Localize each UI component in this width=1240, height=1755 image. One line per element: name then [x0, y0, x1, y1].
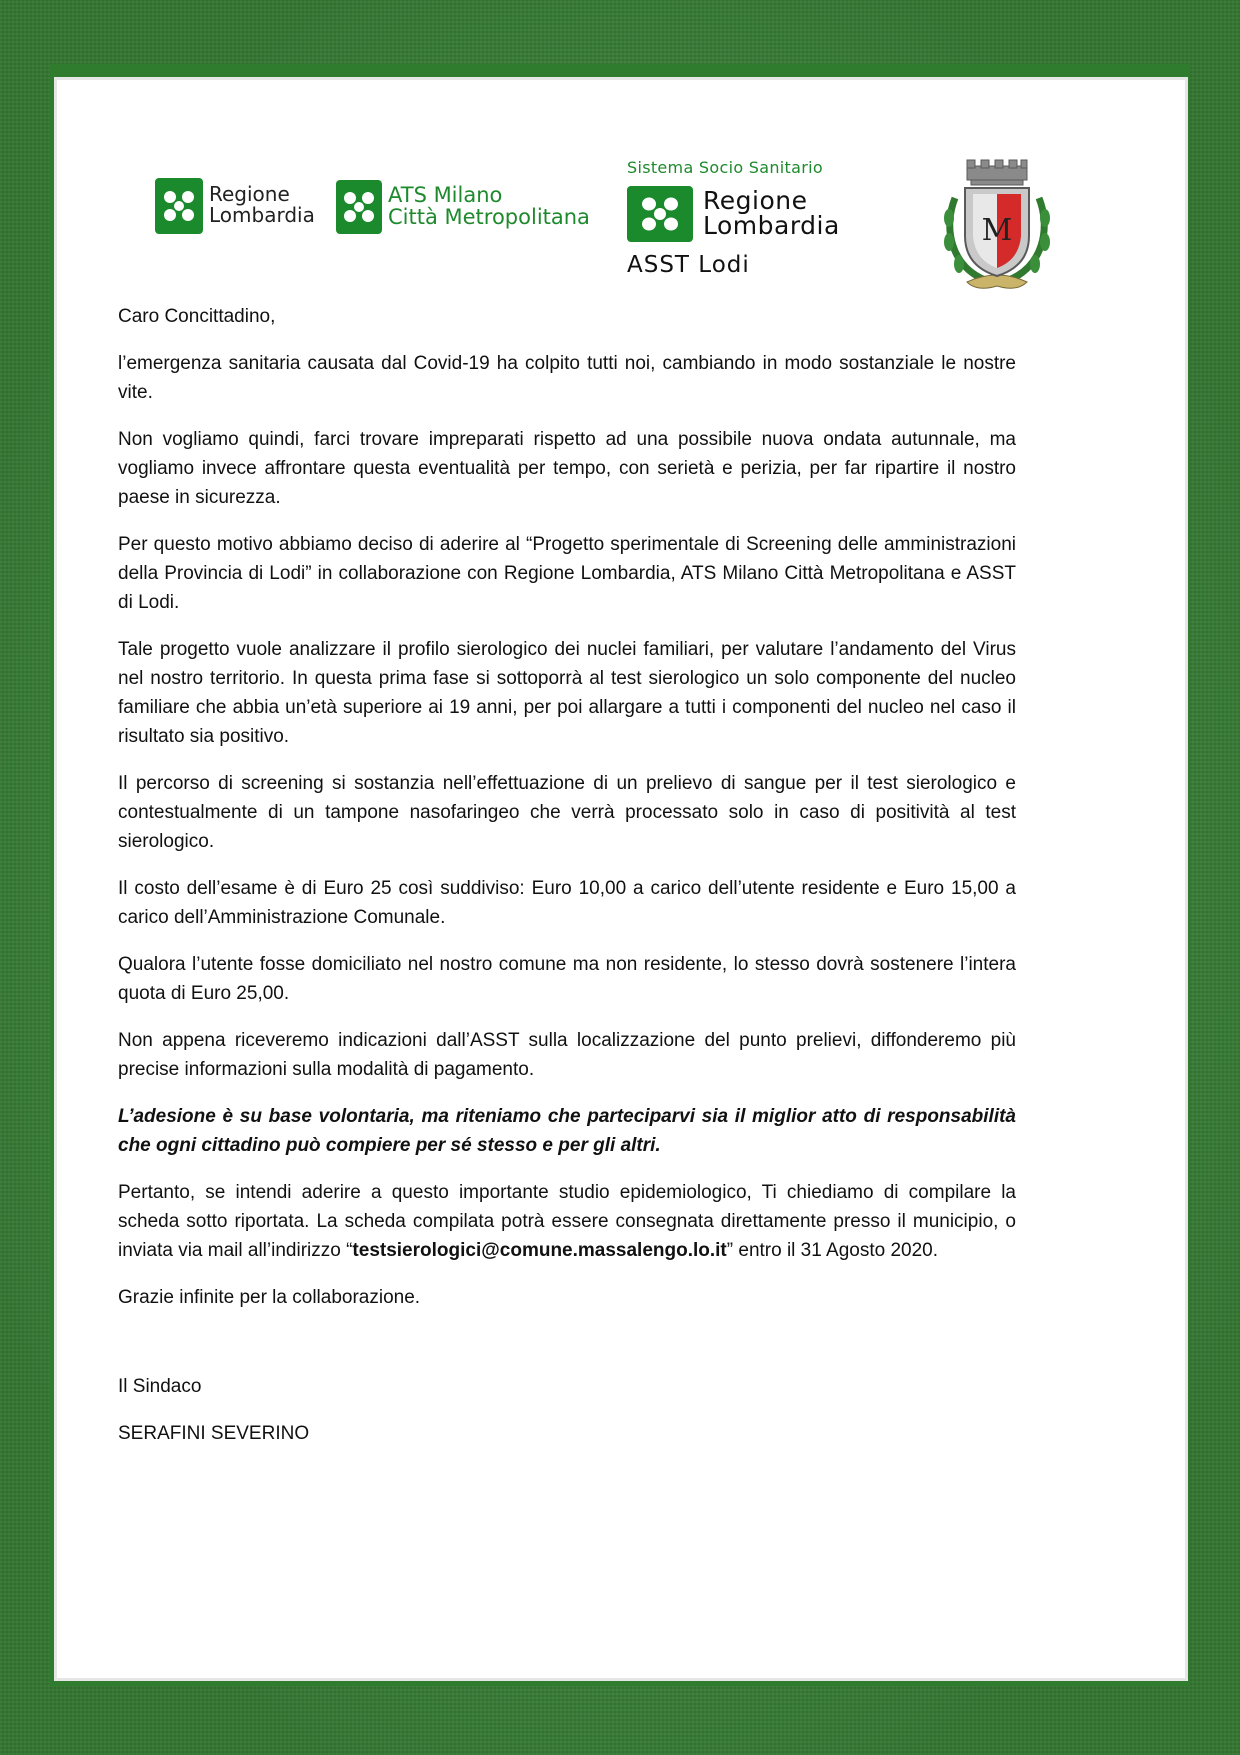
ats-line1: ATS Milano [388, 183, 503, 207]
paragraph-8: Non appena riceveremo indicazioni dall’ASST sulla localizzazione del punto prelievi, diffonderemo più precise informazioni sulla modalità di pagamento. [118, 1030, 1016, 1080]
closing: Grazie infinite per la collaborazione. [118, 1287, 421, 1308]
paragraph-2: Non vogliamo quindi, farci trovare impreparati rispetto ad una possibile nuova ondata autunnale, ma vogliamo invece affrontare questa eventualità per tempo, con serietà e perizia, per far ripartire il nostro paese in sicurezza. [118, 429, 1016, 508]
municipal-crest-icon [937, 158, 1057, 298]
letter-body [118, 302, 1016, 1466]
contact-email-link[interactable]: testsierologici@comune.massalengo.lo.it [352, 1240, 727, 1261]
paragraph-3: Per questo motivo abbiamo deciso di aderire al “Progetto sperimentale di Screening delle amministrazioni della Provincia di Lodi” in collaborazione con Regione Lombardia, ATS Milano Città Metropolitana e ASST di Lodi. [118, 534, 1016, 613]
ats-line2: Città Metropolitana [388, 205, 590, 230]
signature-name: SERAFINI SEVERINO [118, 1423, 310, 1444]
signature-title: Il Sindaco [118, 1376, 202, 1397]
paragraph-5: Il percorso di screening si sostanzia nell’effettuazione di un prelievo di sangue per il test sierologico e contestualmente di un tampone nasofaringeo che verrà processato solo in caso di positività al test sierologico. [118, 773, 1016, 852]
asst-lodi-logo [627, 158, 867, 278]
regione-lombardia-symbol-icon [155, 178, 203, 234]
paragraph-9-emphasis: L’adesione è su base volontaria, ma riteniamo che parteciparvi sia il miglior atto di responsabilità che ogni cittadino può compiere per sé stesso e per gli altri. [118, 1106, 1016, 1156]
paragraph-10-text-after: ” entro il 31 Agosto 2020. [726, 1240, 939, 1261]
rl-line2: Lombardia [209, 203, 315, 227]
paragraph-6: Il costo dell’esame è di Euro 25 così suddiviso: Euro 10,00 a carico dell’utente residente e Euro 15,00 a carico dell’Amministrazione Comunale. [118, 878, 1016, 928]
asst-symbol-icon [627, 186, 693, 242]
ats-symbol-icon [336, 180, 382, 234]
paragraph-4: Tale progetto vuole analizzare il profilo sierologico dei nuclei familiari, per valutare l’andamento del Virus nel nostro territorio. In questa prima fase si sottoporrà al test sierologico un solo componente del nucleo familiare che abbia un’età superiore ai 19 anni, per poi allargare a tutti i componenti del nucleo nel caso il risultato sia positivo. [118, 639, 1016, 747]
logo-header [57, 80, 1185, 320]
asst-rl-line1: Regione [703, 186, 808, 215]
rl-line1: Regione [209, 182, 290, 206]
asst-header-text: Sistema Socio Sanitario [627, 158, 823, 177]
paragraph-7: Qualora l’utente fosse domiciliato nel nostro comune ma non residente, lo stesso dovrà sostenere l’intera quota di Euro 25,00. [118, 954, 1016, 1004]
paragraph-10 [118, 1178, 1016, 1265]
salutation: Caro Concittadino, [118, 306, 276, 327]
asst-rl-line2: Lombardia [703, 211, 840, 240]
crest-letter: M [981, 213, 1013, 248]
asst-footer-text: ASST Lodi [627, 252, 750, 278]
letter-page [57, 80, 1185, 1678]
paragraph-10-text-before: Pertanto, se intendi aderire a questo importante studio epidemiologico, Ti chiediamo di compilare la scheda sotto riportata. La scheda compilata potrà essere consegnata direttamente presso il municipio, o inviata via mail all’indirizzo “ [118, 1182, 1016, 1261]
regione-lombardia-logo [155, 178, 325, 238]
ats-milano-logo [336, 180, 596, 240]
paragraph-1: l’emergenza sanitaria causata dal Covid-19 ha colpito tutti noi, cambiando in modo sostanziale le nostre vite. [118, 353, 1016, 403]
